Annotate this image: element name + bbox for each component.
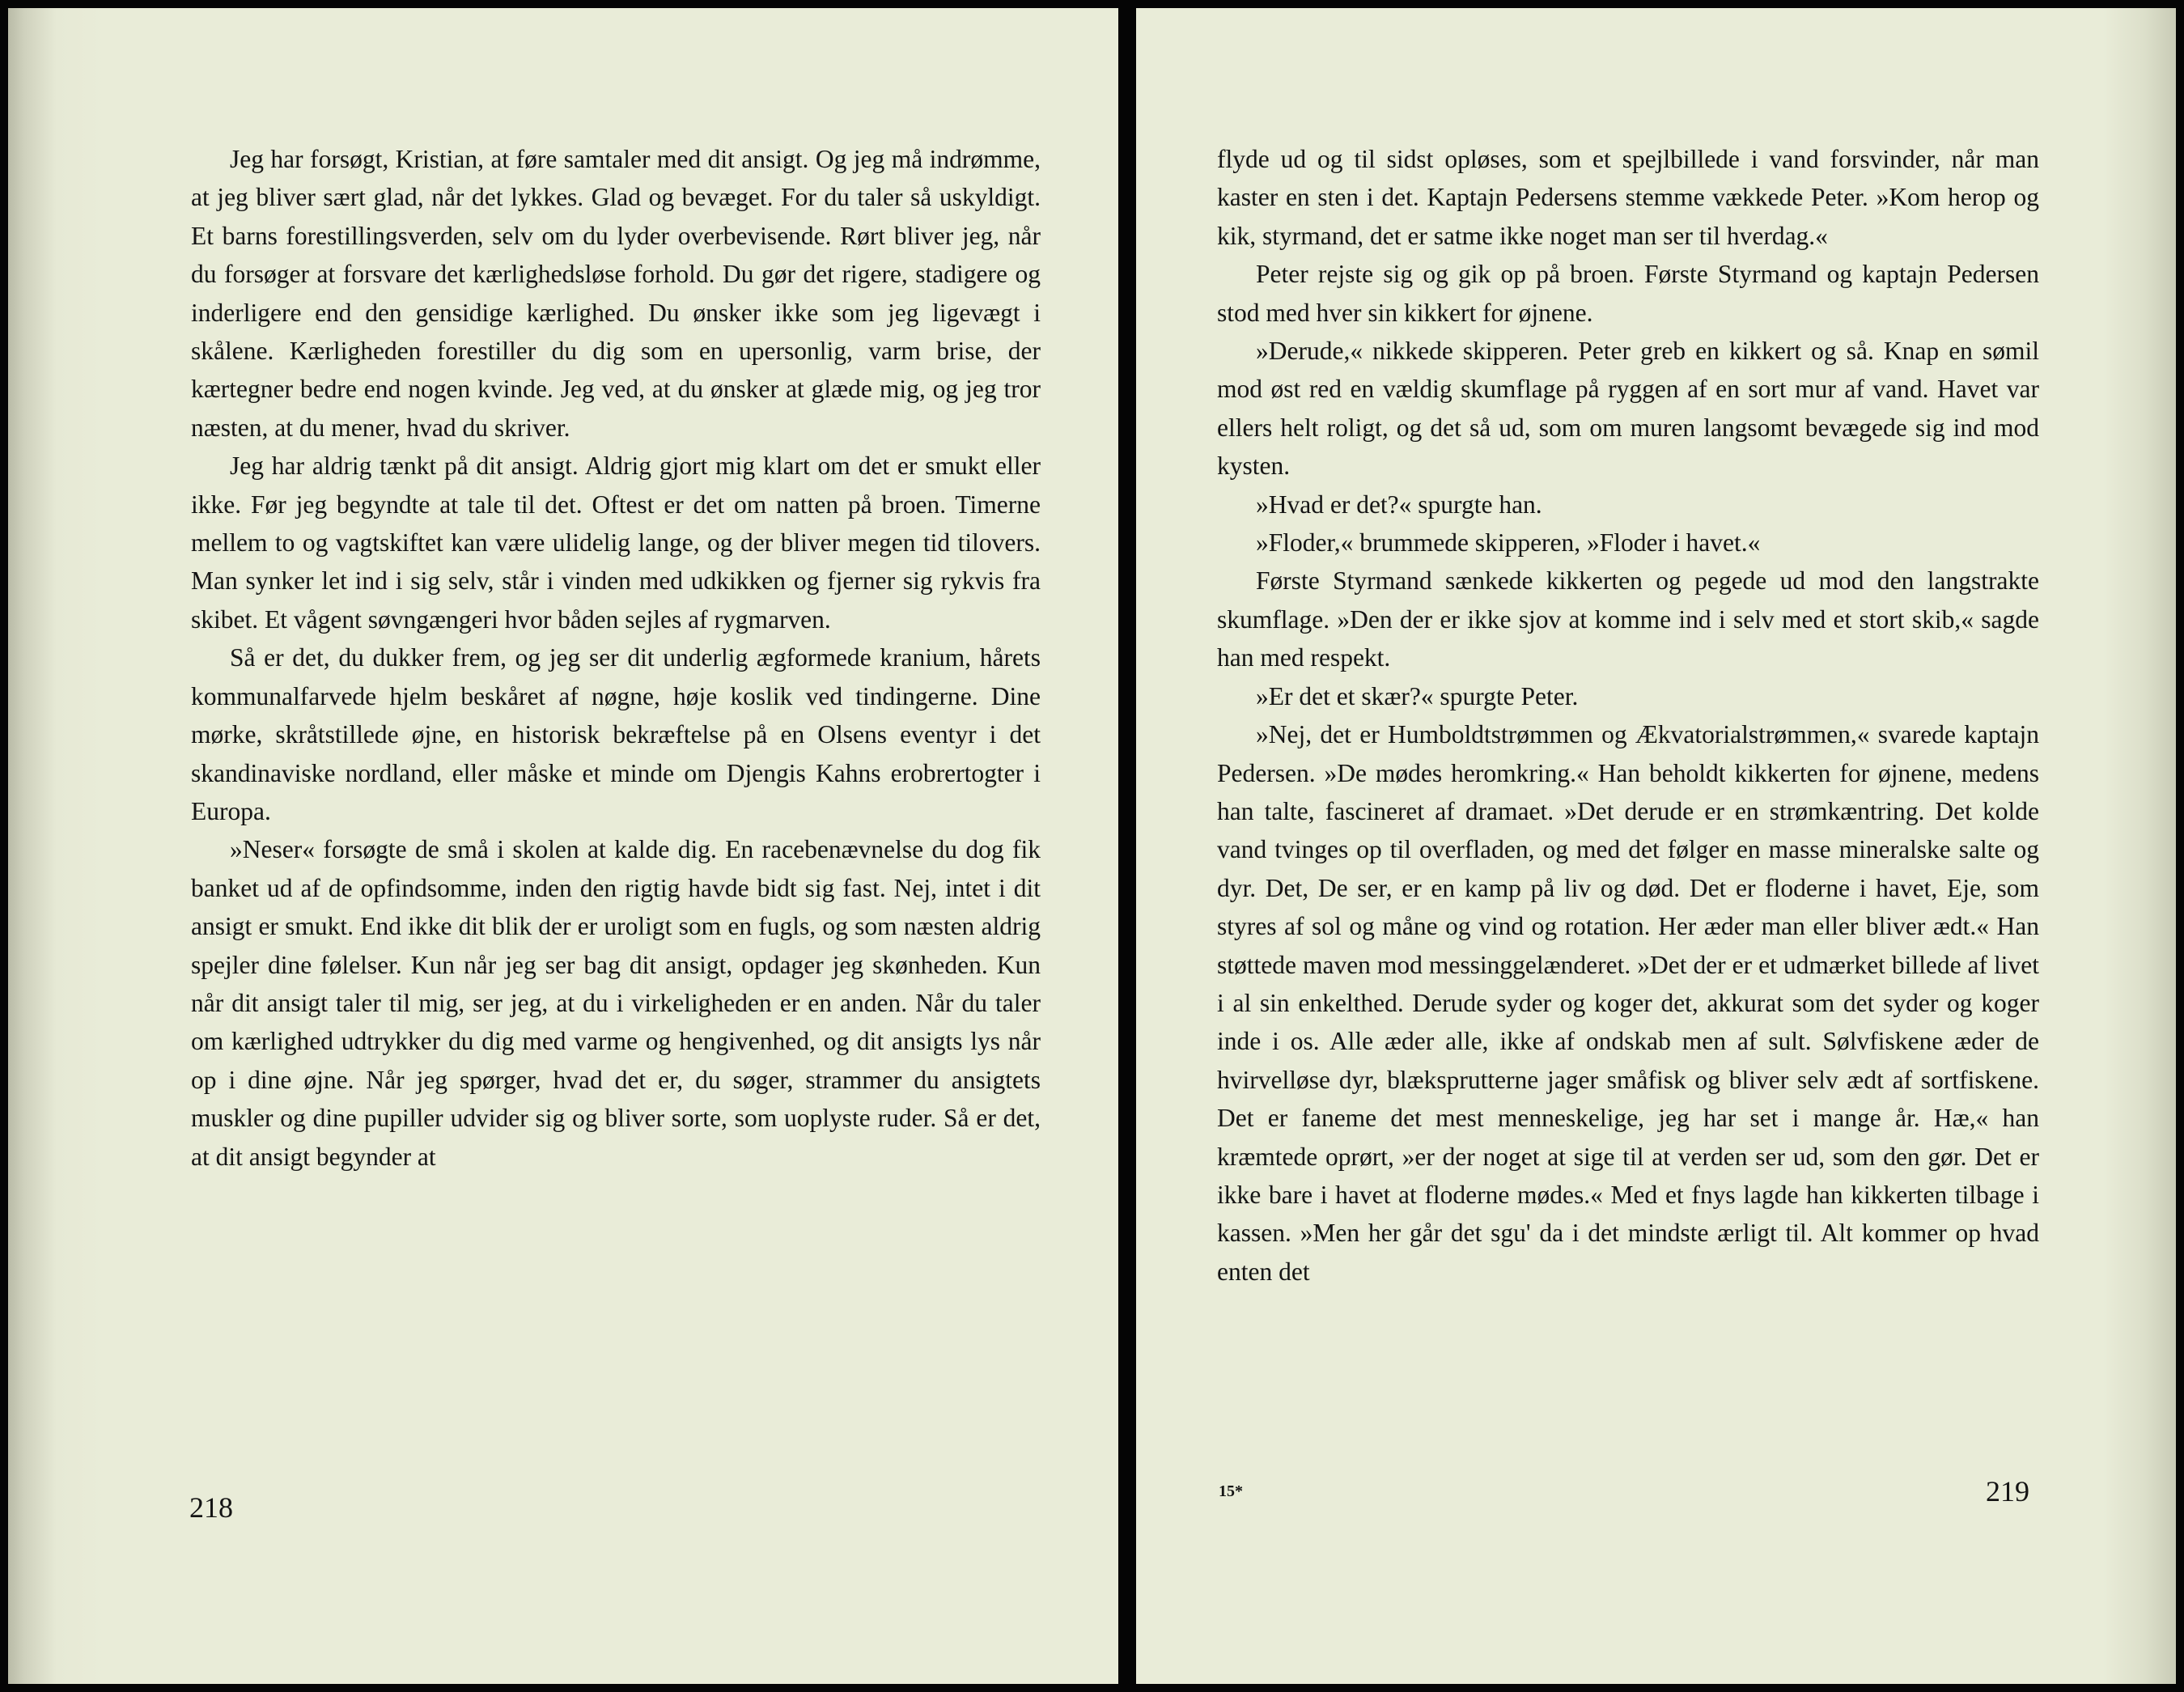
book-gutter (1118, 8, 1136, 1684)
right-page-text (1217, 140, 2039, 1291)
left-page (8, 8, 1118, 1684)
signature-mark: 15* (1219, 1482, 1243, 1500)
left-page-text (191, 140, 1041, 1176)
paragraph: flyde ud og til sidst opløses, som et spejlbillede i vand forsvinder, når man kaster en sten i det. Kaptajn Pedersens stemme vækkede Peter. »Kom herop og kik, styrmand, det er satme ikke noget man ser til hverdag.« (1217, 145, 2039, 250)
paragraph: Jeg har forsøgt, Kristian, at føre samtaler med dit ansigt. Og jeg må indrømme, at jeg bliver sært glad, når det lykkes. Glad og bevæget. For du taler så uskyldigt. Et barns forestillingsverden, selv om du lyder overbevisende. Rørt bliver jeg, når du forsøger at forsvare det kærlighedsløse forhold. Du gør det rigere, stadigere og inderligere end den gensidige kærlighed. Du ønsker ikke som jeg ligevægt i skålene. Kærligheden forestiller du dig som en upersonlig, varm brise, der kærtegner bedre end nogen kvinde. Jeg ved, at du ønsker at glæde mig, og jeg tror næsten, at du mener, hvad du skriver. (191, 145, 1041, 442)
paragraph: »Neser« forsøgte de små i skolen at kalde dig. En racebenævnelse du dog fik banket ud af de opfindsomme, inden den rigtig havde bidt sig fast. Nej, intet i dit ansigt er smukt. End ikke dit blik der er uroligt som en fugls, og som næsten aldrig spejler dine følelser. Kun når jeg ser bag dit ansigt, opdager jeg skønheden. Kun når dit ansigt taler til mig, ser jeg, at du i virkeligheden er en anden. Når du taler om kærlighed udtrykker du dig med varme og hengivenhed, og dit ansigts lys når op i dine øjne. Når jeg spørger, hvad det er, du søger, strammer du ansigtets muskler og dine pupiller udvider sig og bliver sorte, som uoplyste ruder. Så er det, at dit ansigt begynder at (191, 835, 1041, 1171)
paragraph: Første Styrmand sænkede kikkerten og pegede ud mod den langstrakte skumflage. »Den der er ikke sjov at komme ind i selv med et stort skib,« sagde han med respekt. (1217, 566, 2039, 672)
page-number: 218 (189, 1491, 233, 1524)
paragraph: Peter rejste sig og gik op på broen. Første Styrmand og kaptajn Pedersen stod med hver sin kikkert for øjnene. (1217, 260, 2039, 327)
paragraph: »Hvad er det?« spurgte han. (1256, 490, 1542, 519)
paragraph: Jeg har aldrig tænkt på dit ansigt. Aldrig gjort mig klart om det er smukt eller ikke. Før jeg begyndte at tale til det. Oftest er det om natten på broen. Timerne mellem to og vagtskiftet kan være ulidelig lange, og der bliver megen tid tilovers. Man synker let ind i sig selv, står i vinden med udkikken og fjerner sig rykvis fra skibet. Et vågent søvngængeri hvor båden sejles af rygmarven. (191, 452, 1041, 634)
paragraph: »Er det et skær?« spurgte Peter. (1256, 681, 1579, 710)
paragraph: »Derude,« nikkede skipperen. Peter greb en kikkert og så. Knap en sømil mod øst red en vældig skumflage på ryggen af en sort mur af vand. Havet var ellers helt roligt, og det så ud, som om muren langsomt bevægede sig ind mod kysten. (1217, 337, 2039, 481)
page-number: 219 (1986, 1475, 2029, 1508)
paragraph: »Floder,« brummede skipperen, »Floder i havet.« (1256, 528, 1761, 558)
right-page (1136, 8, 2176, 1684)
paragraph: »Nej, det er Humboldtstrømmen og Ækvatorialstrømmen,« svarede kaptajn Pedersen. »De mødes heromkring.« Han beholdt kikkerten for øjnene, medens han talte, fascineret af dramaet. »Det derude er en strømkæntring. Det kolde vand tvinges op til overfladen, og med det følger en masse mineralske salte og dyr. Det, De ser, er en kamp på liv og død. Det er floderne i havet, Eje, som styres af sol og måne og vind og rotation. Her æder man eller bliver ædt.« Han støttede maven mod messinggelænderet. »Det der er et udmærket billede af livet i al sin enkelthed. Derude syder og koger det, akkurat som det syder og koger inde i os. Alle æder alle, ikke af ondskab men af sult. Sølvfiskene æder de hvirvelløse dyr, blæksprutterne jager småfisk og bliver selv ædt af sortfiskene. Det er faneme det mest menneskelige, jeg har set i mange år. Hæ,« han kræmtede oprørt, »er der noget at sige til at verden ser ud, som den gør. Det er ikke bare i havet at floderne mødes.« Med et fnys lagde han kikkerten tilbage i kassen. »Men her går det sgu' da i det mindste ærligt til. Alt kommer op hvad enten det (1217, 720, 2039, 1286)
paragraph: Så er det, du dukker frem, og jeg ser dit underlig ægformede kranium, hårets kommunalfarvede hjelm beskåret af nøgne, høje koslik ved tindingerne. Dine mørke, skråtstillede øjne, en historisk bekræftelse på en Olsens eventyr i det skandinaviske nordland, eller måske et minde om Djengis Kahns erobrertogter i Europa. (191, 643, 1041, 825)
